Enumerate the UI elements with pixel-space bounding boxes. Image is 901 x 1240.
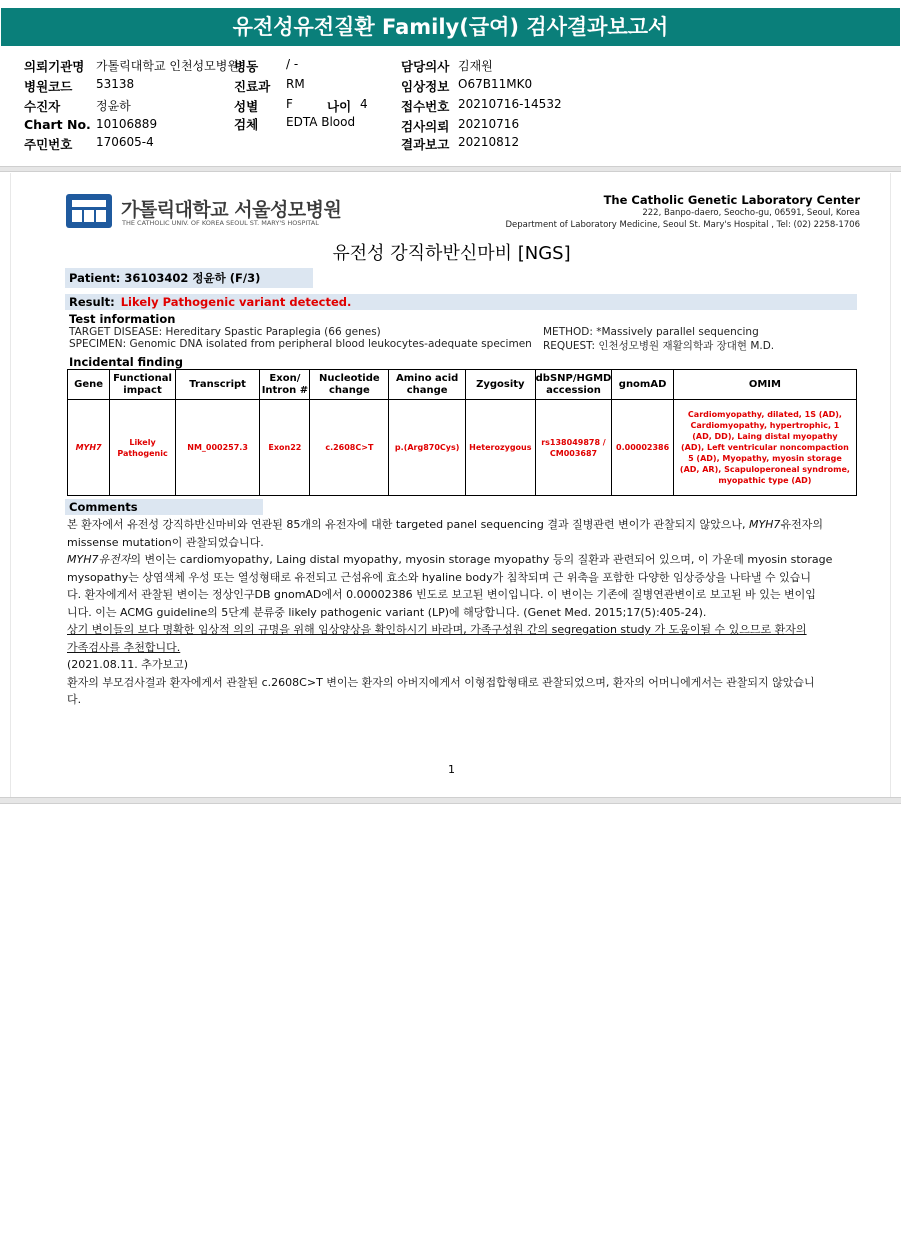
doctor-label: 담당의사: [401, 59, 450, 74]
reception-label: 접수번호: [401, 99, 450, 114]
comment-text: 환자의 부모검사결과 환자에게서 관찰된 c.2608C>T 변이는 환자의 아버지에게서 이형접합형태로 관찰되었으며, 환자의 어머니에게서는 관찰되지 않았습니: [67, 675, 815, 689]
divider: [0, 797, 901, 804]
institution-label: 의뢰기관명: [24, 59, 85, 74]
request-info-panel: [0, 55, 901, 165]
target-disease: TARGET DISEASE: Hereditary Spastic Paraplegia (66 genes): [69, 326, 381, 338]
table-cell: Heterozygous: [466, 400, 536, 496]
comment-text: 본 환자에서 유전성 강직하반신마비와 연관된 85개의 유전자에 대한 targeted panel sequencing 결과 질병관련 변이가 관찰되지 않았으나,: [67, 518, 746, 531]
col-header: Gene: [68, 370, 110, 400]
comment-text: 상기 변이들의 보다 명확한 임상적 의의 규명을 위해 임상양상을 확인하시기 바라며, 가족구성원 간의 segregation study 가 도움이될 수 있으므로 환자의: [67, 623, 807, 636]
department-label: 진료과: [234, 79, 271, 94]
table-cell: p.(Arg870Cys): [389, 400, 466, 496]
page-number: 1: [448, 763, 455, 776]
request-date-value: 20210716: [458, 117, 520, 131]
comment-text: 다. 환자에게서 관찰된 변이는 정상인구DB gnomAD에서 0.00002386 빈도로 보고된 변이입니다. 이 변이는 기존에 질병연관변이로 보고된 바 있는 변이입: [67, 588, 816, 601]
gene-name: MYH7: [748, 518, 781, 531]
comment-paragraph-3: [67, 621, 857, 656]
table-cell: NM_000257.3: [175, 400, 260, 496]
institution-value: 가톨릭대학교 인천성모병원: [96, 59, 239, 73]
chart-value: 10106889: [96, 117, 158, 131]
report-document: [10, 173, 891, 799]
col-header: dbSNP/HGMD accession: [535, 370, 612, 400]
gene-name: MYH7유전자: [67, 553, 131, 566]
comment-paragraph-1: [67, 516, 857, 551]
table-cell: Exon22: [260, 400, 310, 496]
comment-text: 유전자의: [780, 518, 823, 531]
request-date-label: 검사의뢰: [401, 119, 450, 134]
incidental-heading: Incidental finding: [69, 355, 267, 370]
hospital-code-value: 53138: [96, 77, 135, 91]
report-date-label: 결과보고: [401, 137, 450, 152]
col-header: gnomAD: [612, 370, 674, 400]
hospital-name: 가톨릭대학교 서울성모병원: [121, 199, 342, 221]
specimen-label: 검체: [234, 117, 259, 132]
col-header: Exon/ Intron #: [260, 370, 310, 400]
report-title: 유전성 강직하반신마비 [NGS]: [332, 243, 571, 264]
col-header: Transcript: [175, 370, 260, 400]
department-value: RM: [286, 77, 305, 91]
comment-paragraph-2: [67, 551, 857, 621]
report-date-value: 20210812: [458, 135, 520, 149]
ward-label: 병동: [234, 59, 259, 74]
doctor-value: 김재원: [458, 59, 493, 73]
age-label: 나이: [327, 99, 352, 114]
clinical-info-value: O67B11MK0: [458, 77, 533, 91]
reception-value: 20210716-14532: [458, 97, 562, 111]
table-row: [68, 400, 857, 496]
col-header: Amino acid change: [389, 370, 466, 400]
table-cell: MYH7: [68, 400, 110, 496]
result-text: Likely Pathogenic variant detected.: [120, 295, 352, 309]
lab-name: The Catholic Genetic Laboratory Center: [603, 193, 860, 207]
table-cell: Cardiomyopathy, dilated, 1S (AD), Cardiomyopathy, hypertrophic, 1 (AD, DD), Laing distal myopathy (AD), Left ventricular noncompaction 5 (AD), Myopathy, myosin storage (AD, AR), Scapuloperoneal syndrome, myopathic type (AD): [673, 400, 856, 496]
sex-value: F: [286, 97, 293, 111]
table-cell: c.2608C>T: [310, 400, 389, 496]
table-header-row: [68, 370, 857, 400]
comment-text: missense mutation이 관찰되었습니다.: [67, 535, 264, 549]
col-header: OMIM: [673, 370, 856, 400]
patient-label: 수진자: [24, 99, 61, 114]
chart-label: Chart No.: [24, 117, 91, 132]
result-band: [65, 294, 857, 310]
ward-value: / -: [286, 57, 299, 71]
divider: [0, 166, 901, 172]
comment-text: 니다. 이는 ACMG guideline의 5단계 분류중 likely pathogenic variant (LP)에 해당합니다. (Genet Med. 2015;17(5):405-24).: [67, 605, 707, 619]
col-header: Zygosity: [466, 370, 536, 400]
comment-text: mysopathy는 상염색체 우성 또는 열성형태로 유전되고 근섬유에 효소와 hyaline body가 침착되며 근 위축을 포함한 다양한 임상증상을 나타낼 수 있습니: [67, 570, 811, 584]
patient-band: Patient: 36103402 정윤하 (F/3): [65, 268, 313, 288]
patient-value: 정윤하: [96, 99, 131, 113]
page-title: 유전성유전질환 Family(급여) 검사결과보고서: [1, 8, 900, 46]
sex-label: 성별: [234, 99, 259, 114]
lab-address: 222, Banpo-daero, Seocho-gu, 06591, Seoul, Korea: [642, 208, 860, 218]
id-label: 주민번호: [24, 137, 73, 152]
comment-text: 가족검사를 추천합니다.: [67, 640, 181, 654]
comment-text: 다.: [67, 693, 82, 706]
hospital-code-label: 병원코드: [24, 79, 73, 94]
clinical-info-label: 임상정보: [401, 79, 450, 94]
hospital-subtitle: THE CATHOLIC UNIV. OF KOREA SEOUL ST. MARY'S HOSPITAL: [122, 219, 319, 227]
col-header: Functional impact: [110, 370, 176, 400]
comments-heading: Comments: [65, 499, 263, 515]
lab-department: Department of Laboratory Medicine, Seoul St. Mary's Hospital , Tel: (02) 2258-1706: [505, 220, 860, 230]
method-info: METHOD: *Massively parallel sequencing: [543, 326, 759, 338]
test-info-heading: Test information: [69, 312, 176, 326]
specimen-value: EDTA Blood: [286, 115, 356, 129]
hospital-logo: [66, 194, 112, 228]
col-header: Nucleotide change: [310, 370, 389, 400]
table-cell: 0.00002386: [612, 400, 674, 496]
table-cell: rs138049878 / CM003687: [535, 400, 612, 496]
specimen-info: SPECIMEN: Genomic DNA isolated from peripheral blood leukocytes-adequate specimen: [69, 338, 532, 350]
comment-text: 의 변이는 cardiomyopathy, Laing distal myopathy, myosin storage myopathy 등의 질환과 관련되어 있으며, 이 가운데 myosin storage: [130, 553, 833, 566]
id-value: 170605-4: [96, 135, 154, 149]
request-info: REQUEST: 인천성모병원 재활의학과 장대현 M.D.: [543, 340, 775, 352]
incidental-finding-table: [67, 369, 857, 496]
addendum-date: (2021.08.11. 추가보고): [67, 658, 189, 671]
table-cell: Likely Pathogenic: [110, 400, 176, 496]
age-value: 4: [360, 97, 368, 111]
result-label: Result:: [69, 295, 115, 309]
comment-paragraph-4: [67, 656, 857, 709]
